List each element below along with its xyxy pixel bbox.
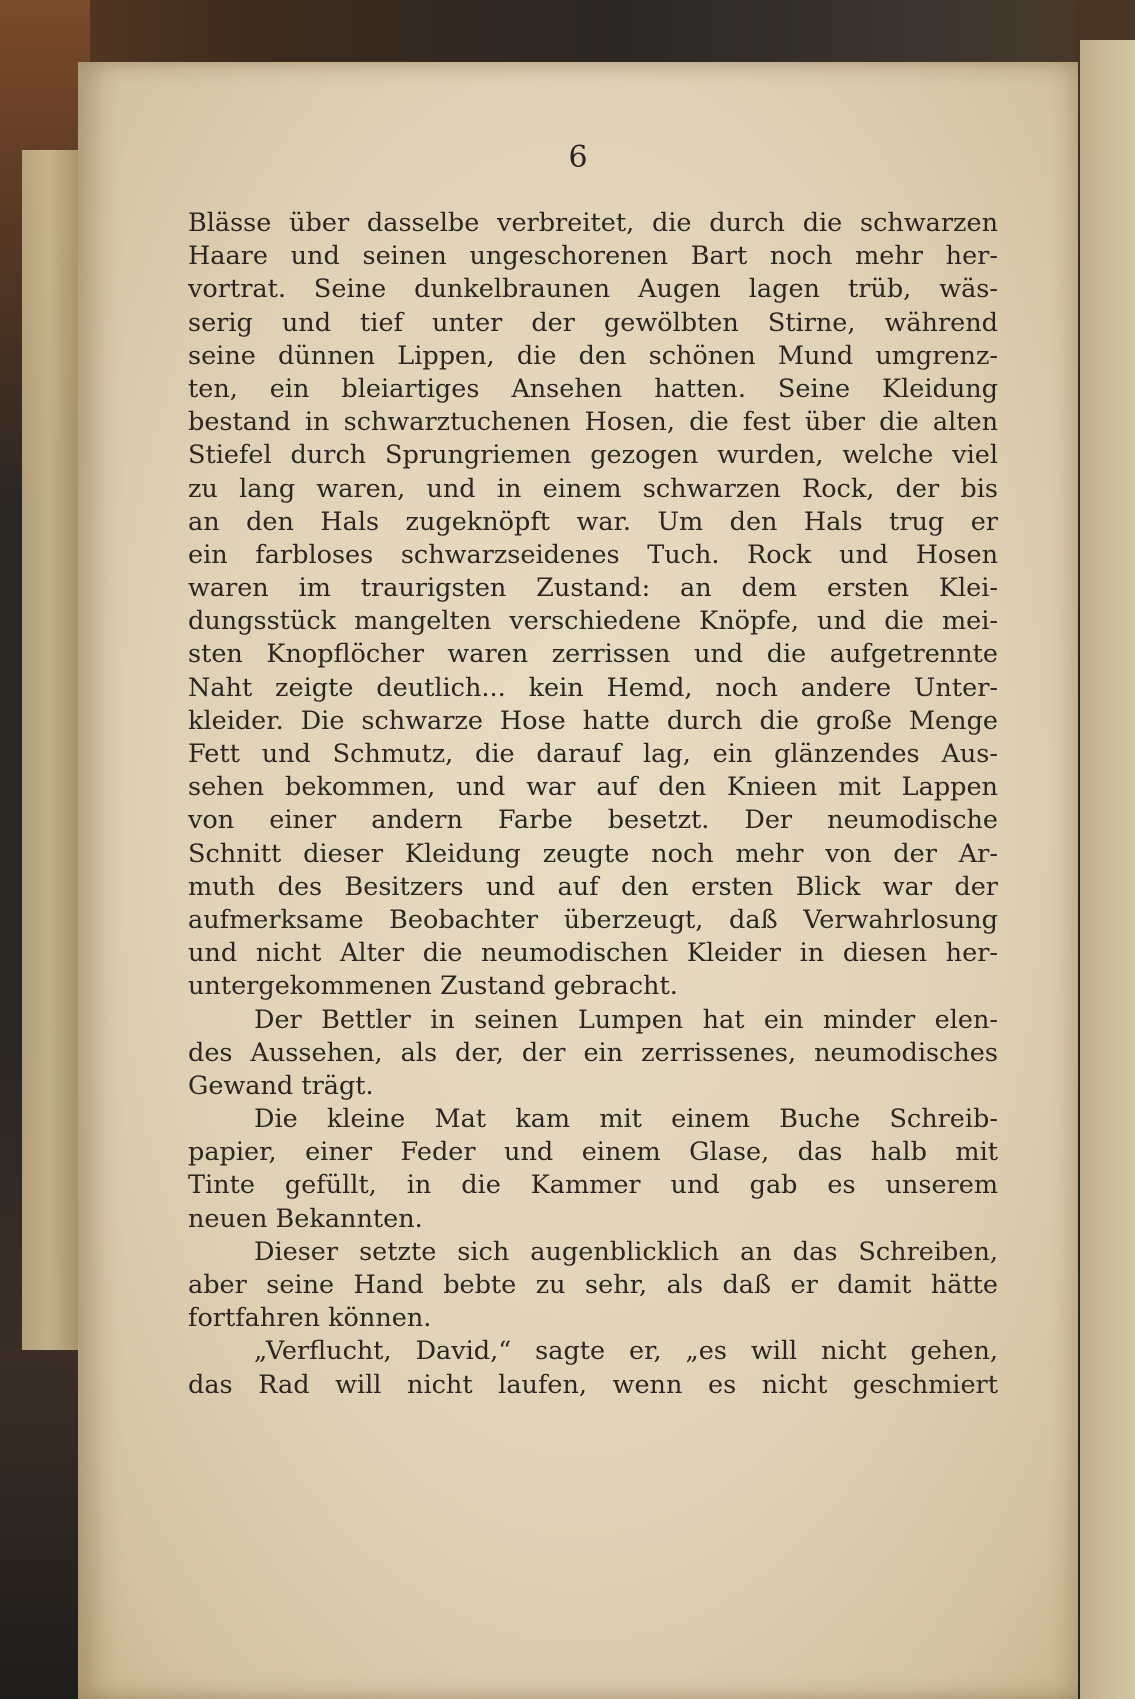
page-text [188, 207, 998, 1402]
text-line: Der Bettler in seinen Lumpen hat ein minder elen- [254, 1004, 998, 1035]
text-line: serig und tief unter der gewölbten Stirne, während [188, 307, 998, 338]
text-line: und nicht Alter die neumodischen Kleider in diesen her- [188, 938, 998, 969]
book-page [78, 62, 1078, 1699]
text-line: fortfahren können. [188, 1303, 432, 1334]
text-line: Haare und seinen ungeschorenen Bart noch mehr her- [188, 241, 998, 272]
text-line: kleider. Die schwarze Hose hatte durch die große Menge [188, 705, 998, 736]
text-line: des Aussehen, als der, der ein zerrissenes, neumodisches [188, 1037, 998, 1068]
text-line: bestand in schwarztuchenen Hosen, die fest über die alten [188, 407, 998, 438]
text-line: untergekommenen Zustand gebracht. [188, 971, 678, 1002]
text-line: seine dünnen Lippen, die den schönen Mund umgrenz- [188, 340, 998, 371]
text-line: sehen bekommen, und war auf den Knieen mit Lappen [188, 772, 998, 803]
text-line: Stiefel durch Sprungriemen gezogen wurden, welche viel [188, 440, 998, 471]
text-line: ein farbloses schwarzseidenes Tuch. Rock und Hosen [188, 539, 998, 570]
text-line: aufmerksame Beobachter überzeugt, daß Verwahrlosung [188, 904, 998, 935]
text-line: aber seine Hand bebte zu sehr, als daß er damit hätte [188, 1270, 998, 1300]
text-line: Dieser setzte sich augenblicklich an das Schreiben, [254, 1236, 998, 1267]
text-line: ten, ein bleiartiges Ansehen hatten. Seine Kleidung [188, 373, 998, 404]
text-line: neuen Bekannten. [188, 1203, 423, 1234]
text-line: Gewand trägt. [188, 1070, 374, 1101]
book-cover-top [0, 0, 1135, 70]
page-number: 6 [568, 140, 588, 175]
text-line: „Verflucht, David,“ sagte er, „es will nicht gehen, [254, 1336, 998, 1367]
text-line: von einer andern Farbe besetzt. Der neumodische [188, 805, 998, 836]
text-line: papier, einer Feder und einem Glase, das halb mit [188, 1137, 998, 1168]
text-line: muth des Besitzers und auf den ersten Blick war der [188, 871, 998, 902]
text-line: sten Knopflöcher waren zerrissen und die aufgetrennte [188, 639, 998, 670]
text-line: an den Hals zugeknöpft war. Um den Hals trug er [188, 506, 998, 537]
text-line: vortrat. Seine dunkelbraunen Augen lagen trüb, wäs- [188, 274, 998, 305]
text-line: waren im traurigsten Zustand: an dem ersten Klei- [188, 573, 998, 604]
text-line: Blässe über dasselbe verbreitet, die durch die schwarzen [188, 208, 998, 238]
book-spine-paper [22, 150, 82, 1350]
next-page-edge [1080, 40, 1135, 1699]
text-line: Die kleine Mat kam mit einem Buche Schreib- [254, 1104, 998, 1135]
text-line: zu lang waren, und in einem schwarzen Rock, der bis [188, 473, 998, 504]
text-line: Schnitt dieser Kleidung zeugte noch mehr von der Ar- [188, 838, 998, 869]
text-line: Fett und Schmutz, die darauf lag, ein glänzendes Aus- [188, 739, 998, 769]
text-line: das Rad will nicht laufen, wenn es nicht geschmiert [188, 1369, 998, 1400]
text-line: Naht zeigte deutlich... kein Hemd, noch andere Unter- [188, 672, 998, 703]
text-line: dungsstück mangelten verschiedene Knöpfe, und die mei- [188, 606, 998, 637]
text-line: Tinte gefüllt, in die Kammer und gab es unserem [188, 1170, 998, 1201]
